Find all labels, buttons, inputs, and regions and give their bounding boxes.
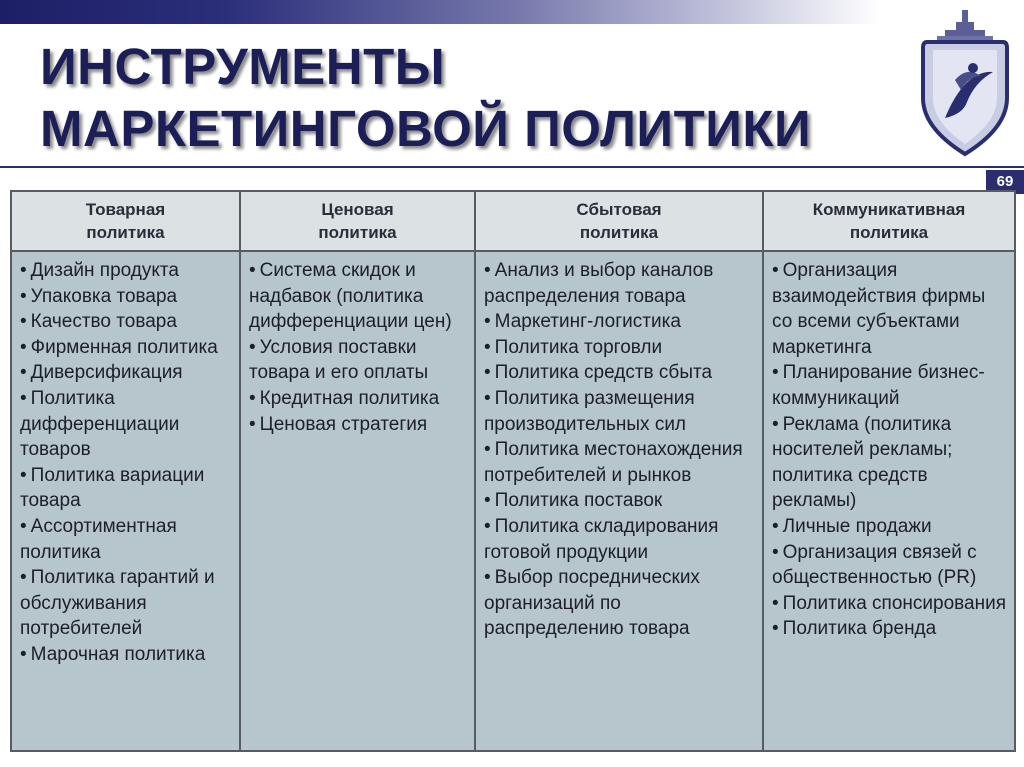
list-item: • Реклама (политика носителей рекламы; политика средств рекламы) (772, 413, 953, 512)
list-item: • Диверсификация (20, 362, 183, 384)
page-number-badge: 69 (986, 170, 1024, 194)
product-policy-cell (11, 251, 240, 751)
list-item: • Политика дифференциации товаров (20, 387, 180, 461)
list-item: • Политика бренда (772, 618, 937, 640)
list-item: • Упаковка товара (20, 285, 178, 307)
sales-policy-cell (475, 251, 763, 751)
communication-policy-cell (763, 251, 1015, 751)
list-item: • Политика поставок (484, 490, 663, 512)
slide-title-line-1: ИНСТРУМЕНТЫ (40, 38, 446, 95)
list-item: • Система скидок и надбавок (политика дифференциации цен) (249, 260, 452, 333)
title-divider (0, 166, 1024, 168)
list-item: • Выбор посреднических организаций по распределению товара (484, 567, 700, 640)
list-item: • Маркетинг-логистика (484, 311, 681, 333)
list-item: • Ассортиментная политика (20, 515, 177, 563)
list-item: • Анализ и выбор каналов распределения товара (484, 260, 714, 307)
university-shield-logo (915, 10, 1015, 160)
list-item: • Фирменная политика (20, 336, 218, 358)
list-item: • Марочная политика (20, 643, 206, 665)
header-price-policy: Ценовая политика (240, 191, 475, 251)
list-item: • Политика гарантий и обслуживания потребителей (20, 567, 215, 640)
header-sales-policy: Сбытовая политика (475, 191, 763, 251)
list-item: • Организация взаимодействия фирмы со всеми субъектами маркетинга (772, 260, 986, 358)
list-item: • Кредитная политика (249, 387, 440, 409)
list-item: • Качество товара (20, 311, 177, 333)
table-header-row (11, 191, 1015, 251)
list-item: • Организация связей с общественностью (PR) (772, 541, 977, 589)
list-item: • Политика спонсирования (772, 592, 1006, 614)
list-item: • Политика размещения производительных сил (484, 387, 695, 435)
table-body-row (11, 251, 1015, 751)
list-item: • Политика вариации товара (20, 464, 205, 512)
list-item: • Условия поставки товара и его оплаты (249, 336, 429, 384)
header-product-policy: Товарная политика (11, 191, 240, 251)
top-gradient-bar (0, 0, 1024, 24)
list-item: • Политика складирования готовой продукции (484, 515, 719, 563)
header-communication-policy: Коммуникативная политика (763, 191, 1015, 251)
list-item: • Личные продажи (772, 515, 932, 537)
list-item: • Дизайн продукта (20, 260, 179, 281)
list-item: • Политика торговли (484, 336, 663, 358)
slide-title (40, 36, 900, 160)
list-item: • Планирование бизнес-коммуникаций (772, 362, 985, 409)
price-policy-cell (240, 251, 475, 751)
list-item: • Политика местонахождения потребителей и рынков (484, 439, 743, 486)
slide-title-line-2: МАРКЕТИНГОВОЙ ПОЛИТИКИ (40, 100, 812, 157)
marketing-policy-table (10, 190, 1016, 752)
list-item: • Ценовая стратегия (249, 413, 428, 435)
shield-logo-icon (915, 10, 1015, 160)
list-item: • Политика средств сбыта (484, 362, 713, 384)
